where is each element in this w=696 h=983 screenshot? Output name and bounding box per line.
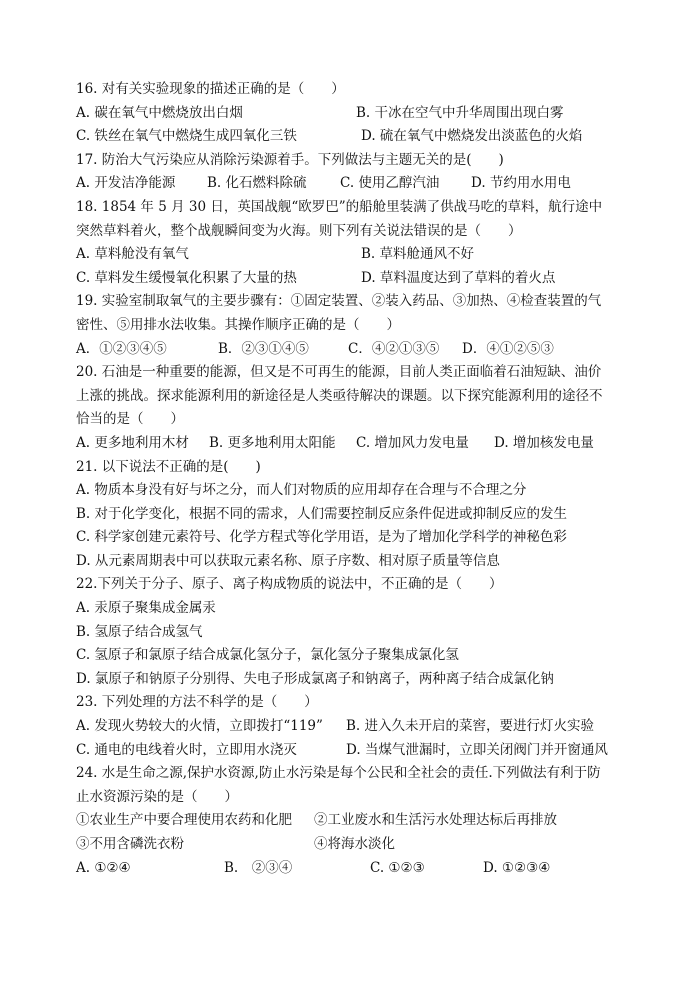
- q17-option-c: C. 使用乙醇汽油: [340, 175, 440, 192]
- q17-option-d: D. 节约用水用电: [471, 175, 571, 192]
- q20-option-d: D. 增加核发电量: [494, 434, 594, 451]
- q23-options-row2: [76, 739, 636, 763]
- q16-option-b: B. 干冰在空气中升华周围出现白雾: [356, 104, 564, 121]
- q18-option-c: C. 草料发生缓慢氧化积累了大量的热: [76, 269, 297, 286]
- q16-options-row1: [76, 102, 636, 126]
- q20-stem-line3: 恰当的是（ ）: [76, 411, 184, 428]
- q22-option-b: B. 氢原子结合成氢气: [76, 623, 203, 640]
- q19-options-row: [76, 338, 636, 362]
- q19-stem-line1: 19. 实验室制取氧气的主要步骤有：①固定装置、②装入药品、③加热、④检查装置的气: [76, 293, 602, 310]
- q19-option-a: A．①②③④⑤: [76, 340, 167, 357]
- q24-option-d: D. ①②③④: [483, 859, 551, 876]
- q18-options-row2: [76, 267, 636, 291]
- q23-stem: 23. 下列处理的方法不科学的是（ ）: [76, 694, 318, 711]
- q19-option-d: D．④①②⑤③: [462, 340, 554, 357]
- q24-item-3: ③不用含磷洗衣粉: [76, 836, 184, 852]
- q20-option-c: C. 增加风力发电量: [356, 434, 469, 451]
- q21-option-b: B. 对于化学变化，根据不同的需求，人们需要控制反应条件促进或抑制反应的发生: [76, 505, 568, 522]
- q20-option-b: B. 更多地利用太阳能: [209, 434, 336, 451]
- q22-stem: 22.下列关于分子、原子、离子构成物质的说法中，不正确的是（ ）: [76, 576, 503, 593]
- q23-option-a: A. 发现火势较大的火情，立即拨打“119”: [76, 718, 323, 735]
- q24-items-row1: [76, 809, 636, 833]
- q23-options-row1: [76, 715, 636, 739]
- q20-option-a: A. 更多地利用木材: [76, 434, 189, 451]
- q24-item-4: ④将海水淡化: [314, 836, 395, 852]
- q18-option-a: A. 草料舱没有氧气: [76, 246, 189, 263]
- q21-option-c: C. 科学家创建元素符号、化学方程式等化学用语，是为了增加化学科学的神秘色彩: [76, 529, 567, 546]
- q19-option-c: C．④②①③⑤: [348, 340, 440, 357]
- q18-options-row1: [76, 243, 636, 267]
- q23-option-d: D. 当煤气泄漏时，立即关闭阀门并开窗通风: [346, 741, 608, 758]
- q21-option-a: A. 物质本身没有好与坏之分，而人们对物质的应用却存在合理与不合理之分: [76, 482, 527, 499]
- q16-stem: 16. 对有关实验现象的描述正确的是（ ）: [76, 81, 345, 97]
- q24-options-row: [76, 857, 636, 881]
- q18-stem-line1: 18. 1854 年 5 月 30 日，英国战舰“欧罗巴”的船舱里装满了供战马吃的草料，航行途中: [76, 198, 603, 215]
- q21-option-d: D. 从元素周期表中可以获取元素名称、原子序数、相对原子质量等信息: [76, 552, 500, 569]
- q19-stem-line2: 密性、⑤用排水法收集。其操作顺序正确的是（ ）: [76, 316, 400, 333]
- q17-options-row: [76, 172, 636, 196]
- q18-stem-line2: 突然草料着火，整个战舰瞬间变为火海。则下列有关说法错误的是（ ）: [76, 222, 522, 239]
- q24-stem-line1: 24. 水是生命之源,保护水资源,防止水污染是每个公民和全社会的责任.下列做法有利于防: [76, 765, 601, 782]
- q24-option-c: C. ①②③: [370, 859, 425, 876]
- q24-stem-line2: 止水资源污染的是（ ）: [76, 788, 238, 805]
- q16-options-row2: [76, 125, 636, 149]
- q18-option-b: B. 草料舱通风不好: [361, 246, 475, 263]
- q22-option-a: A. 汞原子聚集成金属汞: [76, 600, 216, 617]
- q19-option-b: B．②③①④⑤: [218, 340, 309, 357]
- q16-option-c: C. 铁丝在氧气中燃烧生成四氧化三铁: [76, 128, 297, 145]
- q24-item-1: ①农业生产中要合理使用农药和化肥: [76, 812, 292, 829]
- q22-option-c: C. 氢原子和氯原子结合成氯化氢分子，氯化氢分子聚集成氯化氢: [76, 647, 459, 664]
- q16-option-d: D. 硫在氧气中燃烧发出淡蓝色的火焰: [361, 128, 583, 145]
- q24-item-2: ②工业废水和生活污水处理达标后再排放: [314, 812, 557, 829]
- q21-stem: 21. 以下说法不正确的是( ): [76, 458, 261, 475]
- q17-stem: 17. 防治大气污染应从消除污染源着手。下列做法与主题无关的是( ): [76, 151, 504, 168]
- q24-option-a: A. ①②④: [76, 859, 131, 876]
- q22-option-d: D. 氯原子和钠原子分别得、失电子形成氯离子和钠离子，两种离子结合成氯化钠: [76, 670, 554, 687]
- q23-option-b: B. 进入久未开启的菜窖，要进行灯火实验: [346, 718, 595, 735]
- q20-options-row: [76, 432, 636, 456]
- q17-option-a: A. 开发洁净能源: [76, 175, 176, 192]
- q17-option-b: B. 化石燃料除硫: [207, 175, 307, 192]
- q20-stem-line1: 20. 石油是一种重要的能源，但又是不可再生的能源，目前人类正面临着石油短缺、油价: [76, 364, 602, 381]
- q24-option-b: B. ②③④: [224, 859, 293, 876]
- q16-option-a: A. 碳在氧气中燃烧放出白烟: [76, 104, 243, 121]
- q20-stem-line2: 上涨的挑战。探求能源利用的新途径是人类亟待解决的课题。以下探究能源利用的途径不: [76, 387, 603, 404]
- q23-option-c: C. 通电的电线着火时，立即用水浇灭: [76, 741, 297, 758]
- question-list: [76, 78, 636, 880]
- q18-option-d: D. 草料温度达到了草料的着火点: [361, 269, 556, 286]
- q24-items-row2: [76, 833, 636, 857]
